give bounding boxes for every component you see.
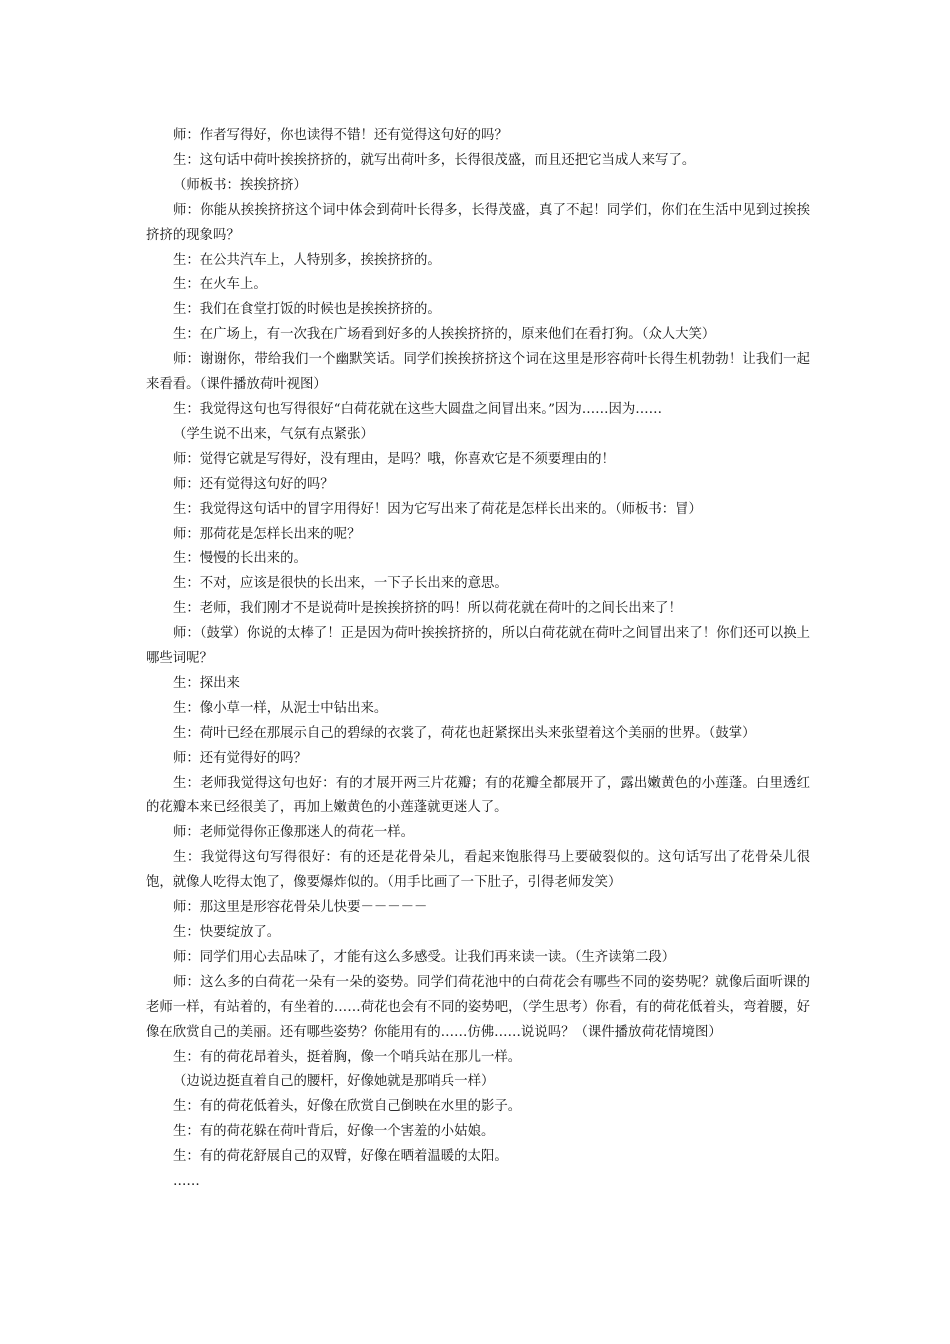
paragraph: 生：我们在食堂打饭的时候也是挨挨挤挤的。 (173, 302, 441, 318)
document-body (146, 124, 810, 1195)
paragraph: 生：有的荷花昂着头，挺着胸，像一个哨兵站在那儿一样。 (173, 1049, 522, 1065)
paragraph: （边说边挺直着自己的腰杆，好像她就是那哨兵一样） (173, 1074, 495, 1090)
paragraph: 生：老师，我们刚才不是说荷叶是挨挨挤挤的吗！所以荷花就在荷叶的之间长出来了！ (173, 601, 682, 617)
paragraph: 生：不对，应该是很快的长出来，一下子长出来的意思。 (173, 576, 508, 592)
paragraph: 师：老师觉得你正像那迷人的荷花一样。 (173, 825, 415, 841)
paragraph: 生：有的荷花舒展自己的双臂，好像在晒着温暖的太阳。 (173, 1149, 508, 1165)
paragraph: 生：有的荷花低着头，好像在欣赏自己倒映在水里的影子。 (173, 1099, 522, 1115)
paragraph: 师：还有觉得这句好的吗？ (173, 476, 334, 492)
paragraph: 师：还有觉得好的吗？ (173, 750, 307, 766)
paragraph: 师：作者写得好，你也读得不错！还有觉得这句好的吗？ (173, 128, 508, 143)
paragraph: 师：同学们用心去品味了，才能有这么多感受。让我们再来读一读。（生齐读第二段） (173, 949, 676, 965)
paragraph: 生：我觉得这句写得很好：有的还是花骨朵儿，看起来饱胀得马上要破裂似的。这句话写出了花骨朵儿很饱，就像人吃得太饱了，像要爆炸似的。（用手比画了一下肚子，引得老师发笑） (146, 850, 810, 891)
paragraph: 生：探出来 (173, 675, 240, 691)
paragraph: 生：快要绽放了。 (173, 925, 281, 940)
paragraph: 师：那荷花是怎样长出来的呢？ (173, 526, 361, 542)
paragraph: 生：老师我觉得这句也好：有的才展开两三片花瓣；有的花瓣全都展开了，露出嫩黄色的小莲蓬。白里透红的花瓣本来已经很美了，再加上嫩黄色的小莲蓬就更迷人了。 (146, 775, 810, 816)
paragraph: 生：我觉得这句话中的冒字用得好！因为它写出来了荷花是怎样长出来的。（师板书：冒） (173, 501, 702, 517)
paragraph: 师：那这里是形容花骨朵儿快要－－－－－ (173, 900, 428, 916)
paragraph: 生：这句话中荷叶挨挨挤挤的，就写出荷叶多，长得很茂盛，而且还把它当成人来写了。 (173, 152, 696, 168)
paragraph: 师：这么多的白荷花一朵有一朵的姿势。同学们荷花池中的白荷花会有哪些不同的姿势呢？就像后面听课的老师一样，有站着的，有坐着的……荷花也会有不同的姿势吧，（学生思考）你看，有的荷花低着头，弯着腰，好像在欣赏自己的美丽。还有哪些姿势？你能用有的……仿佛……说说吗？（课件播放荷花情境图） (146, 974, 810, 1040)
paragraph: 生：像小草一样，从泥士中钻出来。 (173, 700, 388, 716)
paragraph: 生：在广场上，有一次我在广场看到好多的人挨挨挤挤的，原来他们在看打狗。（众人大笑） (173, 327, 716, 343)
paragraph: 师：谢谢你，带给我们一个幽默笑话。同学们挨挨挤挤这个词在这里是形容荷叶长得生机勃勃！让我们一起来看看。（课件播放荷叶视图） (146, 352, 810, 393)
paragraph: （师板书：挨挨挤挤） (173, 177, 307, 193)
paragraph: 生：在公共汽车上，人特别多，挨挨挤挤的。 (173, 252, 441, 268)
paragraph: 师：觉得它就是写得好，没有理由，是吗？哦，你喜欢它是不须要理由的！ (173, 451, 615, 467)
paragraph: 生：慢慢的长出来的。 (173, 551, 307, 567)
paragraph: 生：在火车上。 (173, 277, 267, 293)
paragraph: 生：有的荷花躲在荷叶背后，好像一个害羞的小姑娘。 (173, 1124, 495, 1140)
paragraph: （学生说不出来，气氛有点紧张） (173, 426, 374, 442)
paragraph: …… (173, 1174, 200, 1190)
paragraph: 师：（鼓掌）你说的太棒了！正是因为荷叶挨挨挤挤的，所以白荷花就在荷叶之间冒出来了！你们还可以换上哪些词呢？ (146, 626, 810, 667)
paragraph: 生：荷叶已经在那展示自己的碧绿的衣裳了，荷花也赶紧探出头来张望着这个美丽的世界。（鼓掌） (173, 725, 756, 741)
paragraph: 生：我觉得这句也写得很好“白荷花就在这些大圆盘之间冒出来。”因为……因为…… (173, 401, 663, 417)
paragraph: 师：你能从挨挨挤挤这个词中体会到荷叶长得多，长得茂盛，真了不起！同学们，你们在生活中见到过挨挨挤挤的现象吗？ (146, 202, 810, 243)
